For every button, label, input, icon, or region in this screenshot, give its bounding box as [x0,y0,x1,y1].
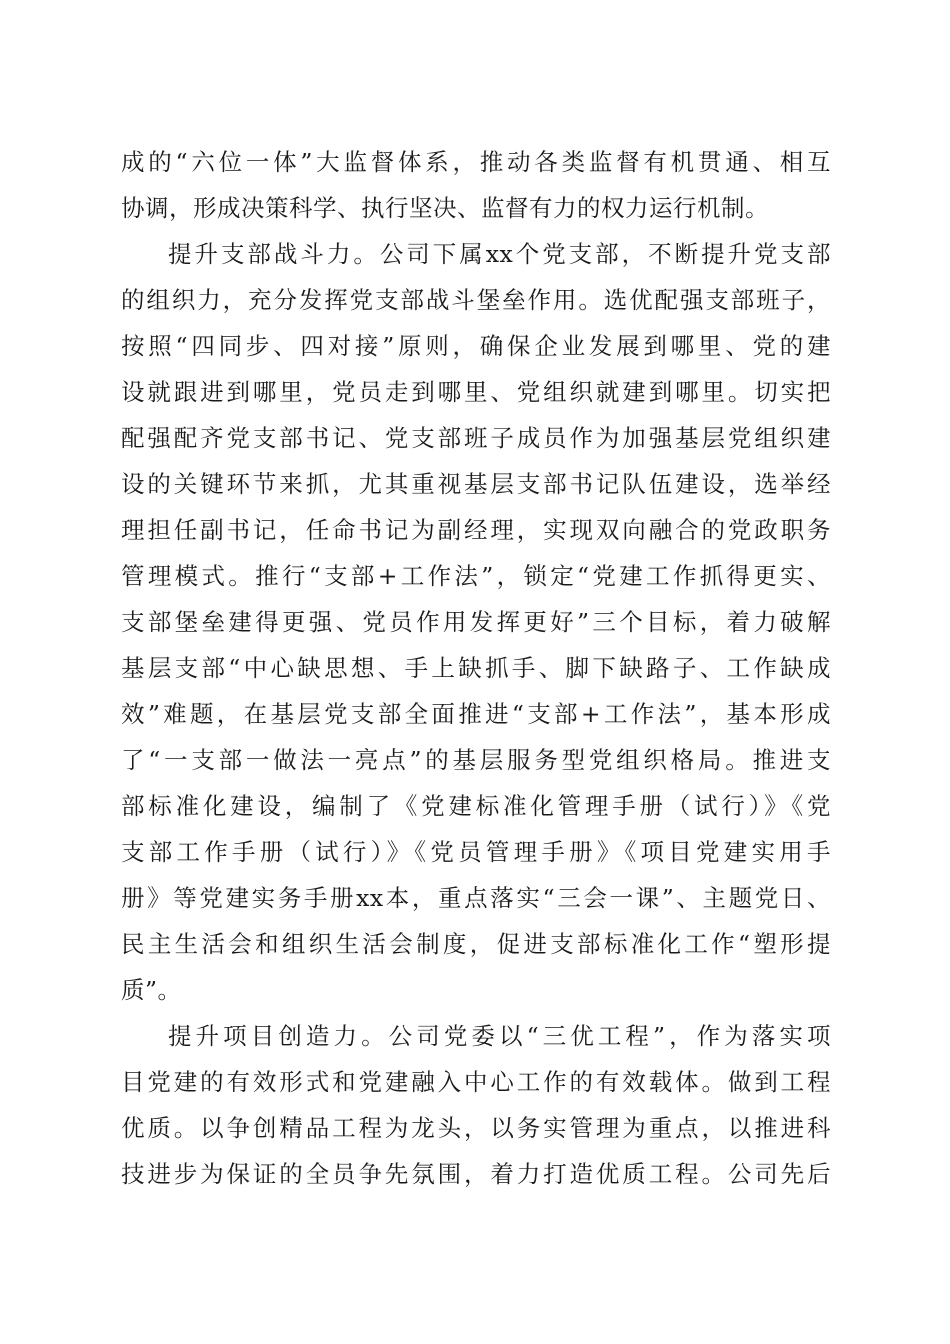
paragraph-start-line: 提升支部战斗力。公司下属xx个党支部，不断提升党支部 [168,240,831,268]
text-line: 效”难题，在基层党支部全面推进“支部+工作法”，基本形成 [121,700,831,728]
text-line: 册》等党建实务手册xx本，重点落实“三会一课”、主题党日、 [121,884,831,912]
text-line: 基层支部“中心缺思想、手上缺抓手、脚下缺路子、工作缺成 [121,654,831,682]
text-line: 协调，形成决策科学、执行坚决、监督有力的权力运行机制。 [121,194,769,222]
text-line: 质”。 [121,976,182,1004]
text-line: 的组织力，充分发挥党支部战斗堡垒作用。选优配强支部班子， [121,286,831,314]
text-line: 部标准化建设，编制了《党建标准化管理手册（试行）》《党 [121,792,831,820]
text-line: 按照“四同步、四对接”原则，确保企业发展到哪里、党的建 [121,332,831,360]
text-line: 民主生活会和组织生活会制度，促进支部标准化工作“塑形提 [121,930,831,958]
text-line: 配强配齐党支部书记、党支部班子成员作为加强基层党组织建 [121,424,831,452]
text-line: 理担任副书记，任命书记为副经理，实现双向融合的党政职务 [121,516,831,544]
paragraph-start-line: 提升项目创造力。公司党委以“三优工程”，作为落实项 [168,1022,831,1050]
text-line: 设就跟进到哪里，党员走到哪里、党组织就建到哪里。切实把 [121,378,831,406]
text-line: 了“一支部一做法一亮点”的基层服务型党组织格局。推进支 [121,746,831,774]
text-line: 管理模式。推行“支部+工作法”，锁定“党建工作抓得更实、 [121,562,831,590]
text-line: 支部工作手册（试行）》《党员管理手册》《项目党建实用手 [121,838,831,866]
text-line: 成的“六位一体”大监督体系，推动各类监督有机贯通、相互 [121,148,831,176]
text-line: 支部堡垒建得更强、党员作用发挥更好”三个目标，着力破解 [121,608,831,636]
text-line: 目党建的有效形式和党建融入中心工作的有效载体。做到工程 [121,1068,831,1096]
text-line: 优质。以争创精品工程为龙头，以务实管理为重点，以推进科 [121,1114,831,1142]
text-line: 设的关键环节来抓，尤其重视基层支部书记队伍建设，选举经 [121,470,831,498]
text-line: 技进步为保证的全员争先氛围，着力打造优质工程。公司先后 [121,1160,831,1188]
body-text [121,139,831,1197]
